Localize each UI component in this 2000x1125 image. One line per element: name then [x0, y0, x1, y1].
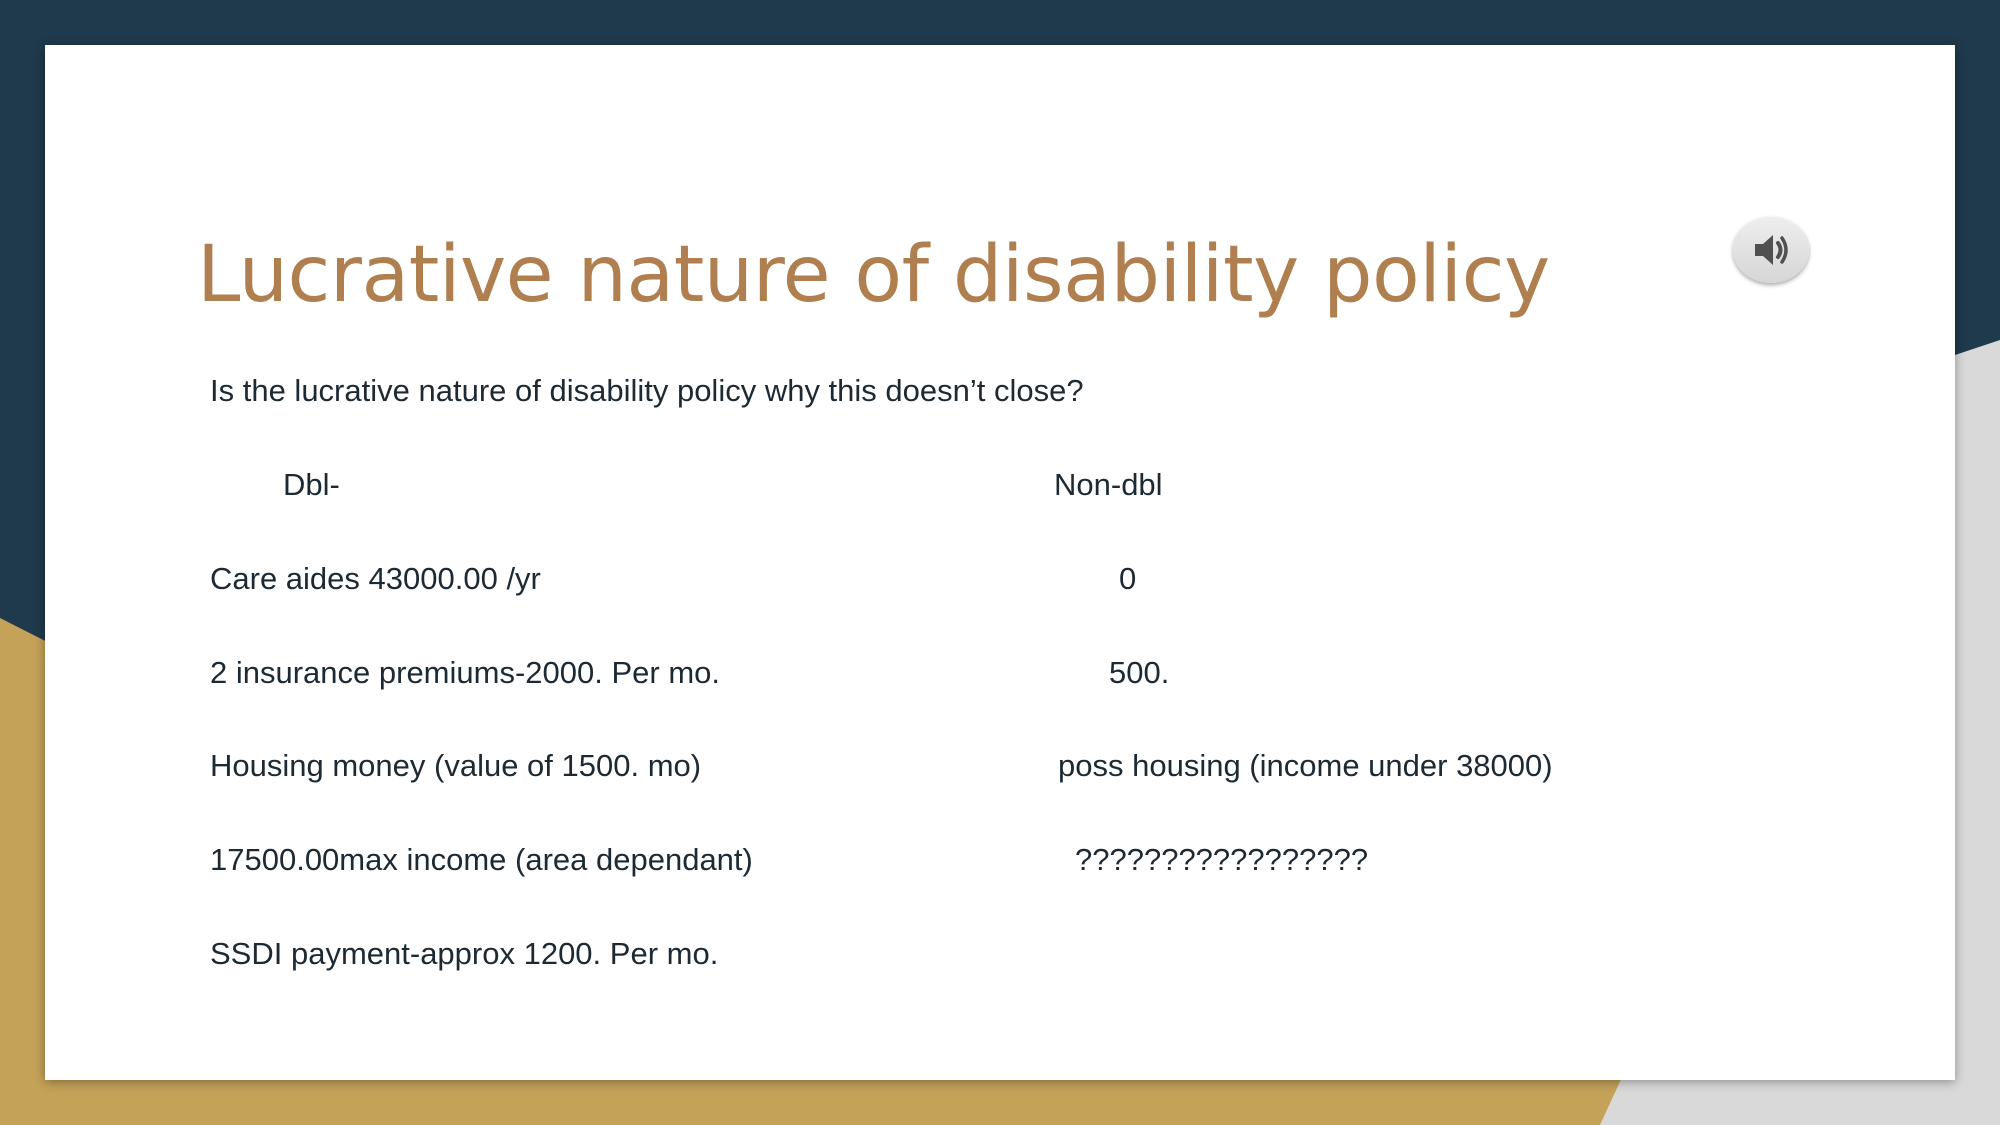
audio-button[interactable] — [1733, 217, 1809, 283]
question-text: Is the lucrative nature of disability policy why this doesn’t close? — [210, 373, 1084, 408]
header-non-dbl: Non-dbl — [1054, 467, 1163, 502]
slide-title: Lucrative nature of disability policy — [197, 230, 1550, 320]
row-insurance-right: 500. — [1109, 655, 1170, 690]
slide-canvas — [45, 45, 1955, 1080]
row-insurance-left: 2 insurance premiums-2000. Per mo. — [210, 655, 721, 690]
row-income-left: 17500.00max income (area dependant) — [210, 842, 753, 877]
header-dbl: Dbl- — [283, 467, 340, 502]
row-housing-left: Housing money (value of 1500. mo) — [210, 748, 702, 783]
row-care-aides-left: Care aides 43000.00 /yr — [210, 561, 541, 596]
row-ssdi-left: SSDI payment-approx 1200. Per mo. — [210, 936, 719, 971]
row-housing-right: poss housing (income under 38000) — [1058, 748, 1553, 783]
speaker-icon — [1751, 232, 1791, 268]
row-care-aides-right: 0 — [1119, 561, 1137, 596]
row-income-right: ????????????????? — [1075, 842, 1369, 877]
